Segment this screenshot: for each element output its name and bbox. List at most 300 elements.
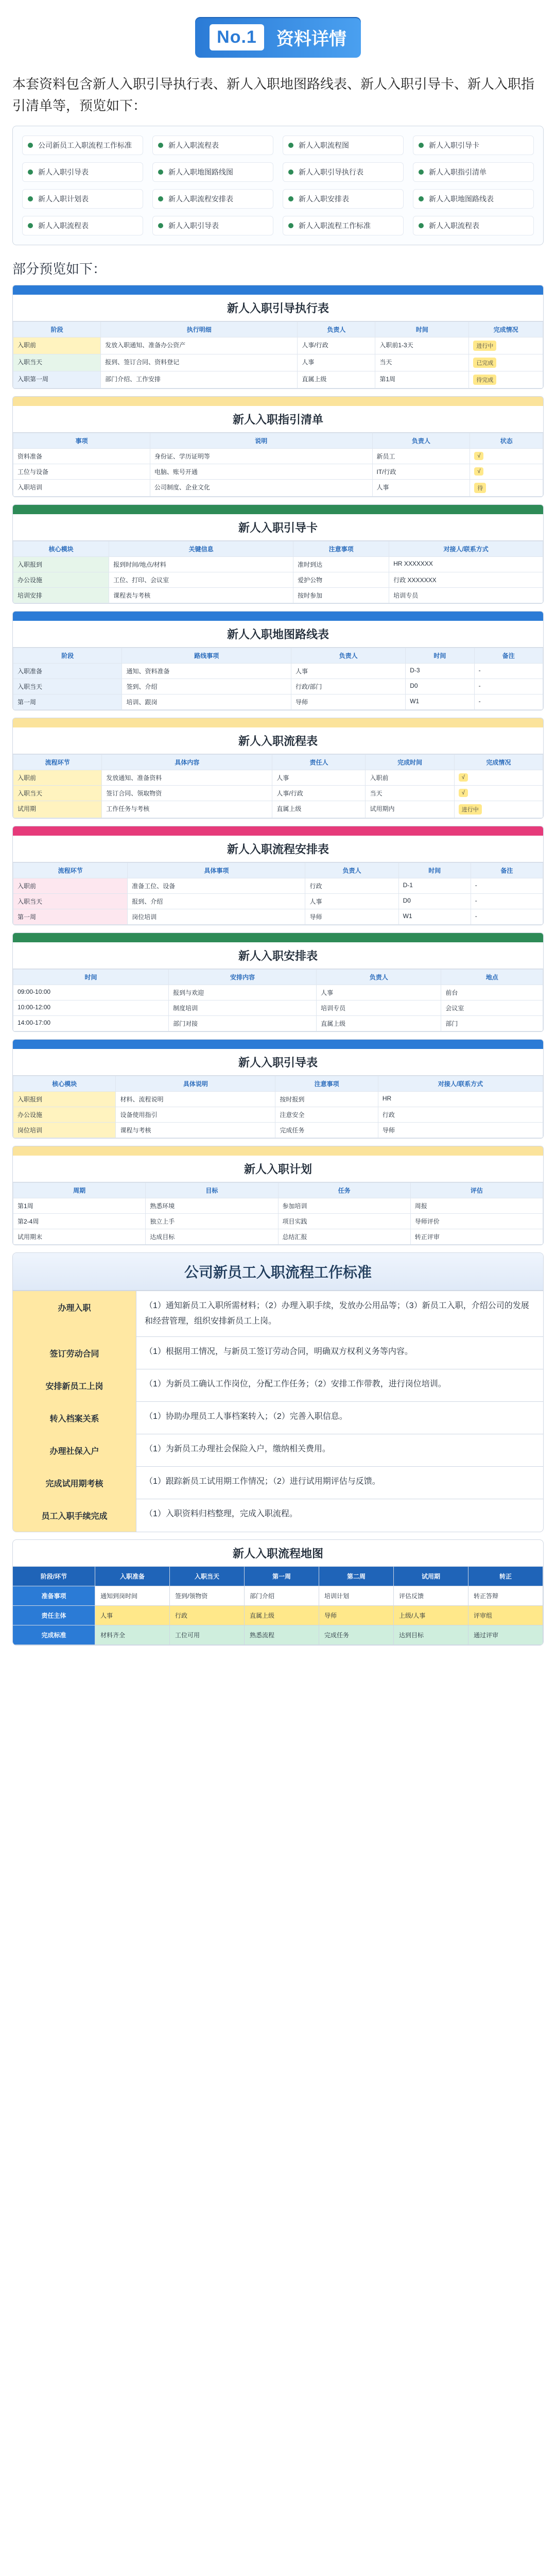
schedule-table xyxy=(13,969,543,1031)
td: 入职培训 xyxy=(13,480,150,497)
map-cell: 评审组 xyxy=(468,1606,543,1625)
panel-title: 新人入职指引清单 xyxy=(13,406,543,433)
doc-text: （1）通知新员工入职所需材料；（2）办理入职手续，发放办公用品等；（3）新员工入职，介绍公司的发展和经营管理，组织安排新员工上岗。 xyxy=(136,1291,543,1337)
map-panel xyxy=(12,1539,544,1646)
panel-ribbon xyxy=(13,505,543,514)
panel-execution-table xyxy=(12,285,544,389)
td: W1 xyxy=(406,694,474,710)
map-cell: 部门介绍 xyxy=(245,1586,319,1606)
map-stage: 责任主体 xyxy=(13,1606,95,1625)
doc-text: （1）为新员工办理社会保险入户，缴纳相关费用。 xyxy=(136,1434,543,1467)
th: 关键信息 xyxy=(109,541,293,557)
td xyxy=(469,371,543,388)
map-cell: 完成任务 xyxy=(319,1625,394,1645)
td: 部门介绍、工作安排 xyxy=(101,371,298,388)
th: 负责人 xyxy=(305,863,398,878)
panel-guide-table xyxy=(12,1039,544,1139)
th: 完成时间 xyxy=(366,755,454,770)
td: 通知、资料准备 xyxy=(122,664,291,679)
feature-grid xyxy=(12,126,544,245)
banner-title: 资料详情 xyxy=(276,29,346,49)
map-cell: 熟悉流程 xyxy=(245,1625,319,1645)
badge: 待 xyxy=(474,483,486,493)
feature-item xyxy=(152,216,273,235)
td: 导师 xyxy=(291,694,405,710)
td: 培训、跟岗 xyxy=(122,694,291,710)
td: 工位与设备 xyxy=(13,464,150,480)
map-cell: 行政 xyxy=(170,1606,245,1625)
td: 培训专员 xyxy=(317,1001,441,1016)
green-dot-icon xyxy=(419,170,424,175)
map-cell: 签到/领物资 xyxy=(170,1586,245,1606)
route-table xyxy=(13,648,543,710)
td: 参加培训 xyxy=(278,1198,410,1214)
map-cell: 工位可用 xyxy=(170,1625,245,1645)
td: 人事 xyxy=(298,354,375,371)
th: 具体事项 xyxy=(128,863,305,878)
th: 负责人 xyxy=(372,433,470,449)
td: 入职当天 xyxy=(13,354,101,371)
th: 时间 xyxy=(406,648,474,664)
th: 备注 xyxy=(471,863,543,878)
panel-arrangement xyxy=(12,826,544,925)
td: 材料、流程说明 xyxy=(116,1092,275,1107)
arrangement-table xyxy=(13,862,543,925)
panel-title: 新人入职流程表 xyxy=(13,727,543,754)
td: 行政 xyxy=(305,878,398,894)
td: 办公设施 xyxy=(13,1107,116,1123)
td: 14:00-17:00 xyxy=(13,1016,169,1031)
td: 人事 xyxy=(291,664,405,679)
feature-label: 新人入职流程表 xyxy=(429,222,479,230)
td: 工位、打印、会议室 xyxy=(109,572,293,588)
td: 总结汇报 xyxy=(278,1229,410,1245)
feature-item xyxy=(413,162,534,182)
doc-label: 完成试用期考核 xyxy=(13,1467,136,1499)
map-header: 入职当天 xyxy=(170,1567,245,1586)
map-cell: 评估反馈 xyxy=(394,1586,468,1606)
green-dot-icon xyxy=(288,170,293,175)
td: 入职当天 xyxy=(13,679,122,694)
td: 行政 XXXXXXX xyxy=(389,572,543,588)
th: 完成情况 xyxy=(454,755,543,770)
doc-text: （1）入职资料归档整理，完成入职流程。 xyxy=(145,1510,298,1518)
td: 入职前 xyxy=(13,770,102,786)
badge: √ xyxy=(474,467,483,476)
th: 地点 xyxy=(441,970,543,985)
th: 安排内容 xyxy=(169,970,317,985)
green-dot-icon xyxy=(28,223,33,228)
td: 报到与欢迎 xyxy=(169,985,317,1001)
panel-title: 新人入职安排表 xyxy=(13,942,543,969)
td xyxy=(470,449,543,464)
td: 入职报到 xyxy=(13,557,109,572)
td: 试用期末 xyxy=(13,1229,146,1245)
th: 事项 xyxy=(13,433,150,449)
td: 入职前 xyxy=(13,337,101,354)
panel-title: 新人入职引导表 xyxy=(13,1049,543,1076)
map-stage: 完成标准 xyxy=(13,1625,95,1645)
map-cell: 上级/人事 xyxy=(394,1606,468,1625)
td: 达成目标 xyxy=(146,1229,278,1245)
badge: 进行中 xyxy=(473,341,496,351)
feature-item xyxy=(413,135,534,155)
td: 入职前 xyxy=(366,770,454,786)
feature-label: 新人入职引导表 xyxy=(38,168,89,176)
badge: √ xyxy=(459,789,468,797)
badge: √ xyxy=(459,773,468,782)
green-dot-icon xyxy=(158,223,163,228)
feature-item xyxy=(22,216,143,235)
th: 对接人/联系方式 xyxy=(378,1076,543,1092)
td: 工作任务与考核 xyxy=(102,801,272,818)
th: 具体说明 xyxy=(116,1076,275,1092)
map-stage: 准备事项 xyxy=(13,1586,95,1606)
panel-ribbon xyxy=(13,1146,543,1156)
map-cell: 培训计划 xyxy=(319,1586,394,1606)
td: - xyxy=(471,894,543,909)
td: 转正评审 xyxy=(410,1229,543,1245)
td: 当天 xyxy=(375,354,469,371)
td: 行政/部门 xyxy=(291,679,405,694)
td: 独立上手 xyxy=(146,1214,278,1229)
th: 备注 xyxy=(474,648,543,664)
td: 部门对接 xyxy=(169,1016,317,1031)
map-cell: 转正答辩 xyxy=(468,1586,543,1606)
td: 报到时间/地点/材料 xyxy=(109,557,293,572)
th: 完成情况 xyxy=(469,322,543,337)
td: 制度培训 xyxy=(169,1001,317,1016)
doc-label: 办理入职 xyxy=(13,1291,136,1337)
process-table xyxy=(13,754,543,818)
td xyxy=(469,354,543,371)
td xyxy=(470,464,543,480)
doc-text: （1）跟踪新员工试用期工作情况；（2）进行试用期评估与反馈。 xyxy=(136,1467,543,1499)
td: 报到、签订合同、资料登记 xyxy=(101,354,298,371)
green-dot-icon xyxy=(158,196,163,201)
th: 时间 xyxy=(375,322,469,337)
panel-ribbon xyxy=(13,826,543,836)
map-cell: 通知到岗时间 xyxy=(95,1586,170,1606)
td: 10:00-12:00 xyxy=(13,1001,169,1016)
feature-label: 新人入职流程安排表 xyxy=(168,195,233,203)
badge: 已完成 xyxy=(473,358,496,368)
badge: 进行中 xyxy=(459,804,482,815)
td: 按时报到 xyxy=(275,1092,378,1107)
td: 发放入职通知、准备办公资产 xyxy=(101,337,298,354)
th: 流程环节 xyxy=(13,755,102,770)
th: 流程环节 xyxy=(13,863,128,878)
map-grid xyxy=(13,1567,543,1645)
feature-label: 新人入职流程工作标准 xyxy=(299,222,371,230)
td: 导师 xyxy=(305,909,398,925)
feature-label: 新人入职计划表 xyxy=(38,195,89,203)
map-header: 试用期 xyxy=(394,1567,468,1586)
map-cell: 导师 xyxy=(319,1606,394,1625)
td: 入职当天 xyxy=(13,786,102,801)
execution-table xyxy=(13,321,543,388)
td: 身份证、学历证明等 xyxy=(150,449,372,464)
banner xyxy=(0,12,556,62)
td: 注意安全 xyxy=(275,1107,378,1123)
td: 人事/行政 xyxy=(272,786,366,801)
green-dot-icon xyxy=(158,143,163,148)
banner-pill xyxy=(195,17,361,58)
green-dot-icon xyxy=(28,143,33,148)
panel-guide-card xyxy=(12,504,544,604)
panel-title: 新人入职引导执行表 xyxy=(13,295,543,321)
td: 按时参加 xyxy=(293,588,389,603)
td: 第2-4周 xyxy=(13,1214,146,1229)
td: 完成任务 xyxy=(275,1123,378,1138)
td: HR xyxy=(378,1092,543,1107)
td: IT/行政 xyxy=(372,464,470,480)
map-cell: 直属上级 xyxy=(245,1606,319,1625)
feature-label: 新人入职流程表 xyxy=(168,141,219,149)
doc-label: 安排新员工上岗 xyxy=(13,1369,136,1402)
th: 任务 xyxy=(278,1183,410,1198)
td xyxy=(469,337,543,354)
td: 试用期内 xyxy=(366,801,454,818)
td: 课程表与考核 xyxy=(109,588,293,603)
th: 目标 xyxy=(146,1183,278,1198)
td: 直属上级 xyxy=(272,801,366,818)
th: 核心模块 xyxy=(13,541,109,557)
td: W1 xyxy=(398,909,471,925)
panel-route-table xyxy=(12,611,544,710)
td: 第一周 xyxy=(13,909,128,925)
panel-ribbon xyxy=(13,612,543,621)
td: 第1周 xyxy=(13,1198,146,1214)
panel-ribbon xyxy=(13,397,543,406)
bottom-spacer xyxy=(0,1653,556,1665)
th: 说明 xyxy=(150,433,372,449)
td: 公司制度、企业文化 xyxy=(150,480,372,497)
feature-item xyxy=(152,162,273,182)
map-header: 第一周 xyxy=(245,1567,319,1586)
td xyxy=(454,770,543,786)
section-title: 部分预览如下： xyxy=(12,261,107,277)
td xyxy=(470,480,543,497)
th: 阶段 xyxy=(13,322,101,337)
panel-process-table xyxy=(12,718,544,819)
td: 签到、介绍 xyxy=(122,679,291,694)
td xyxy=(454,786,543,801)
td: 培训安排 xyxy=(13,588,109,603)
feature-item xyxy=(22,189,143,209)
td: 09:00-10:00 xyxy=(13,985,169,1001)
panel-title: 新人入职计划 xyxy=(13,1156,543,1182)
td: 入职当天 xyxy=(13,894,128,909)
td: 资料准备 xyxy=(13,449,150,464)
green-dot-icon xyxy=(288,196,293,201)
intro-text: 本套资料包含新人入职引导执行表、新人入职地图路线表、新人入职引导卡、新人入职指引清单等，预览如下： xyxy=(12,76,535,113)
panel-title: 新人入职引导卡 xyxy=(13,514,543,541)
td: 发放通知、准备资料 xyxy=(102,770,272,786)
td: 入职前1-3天 xyxy=(375,337,469,354)
feature-label: 新人入职指引清单 xyxy=(429,168,486,176)
td: 准时到达 xyxy=(293,557,389,572)
th: 对接人/联系方式 xyxy=(389,541,543,557)
td: 设备使用指引 xyxy=(116,1107,275,1123)
doc-label: 签订劳动合同 xyxy=(13,1337,136,1369)
doc-text: （1）协助办理员工人事档案转入；（2）完善入职信息。 xyxy=(136,1402,543,1434)
td: 当天 xyxy=(366,786,454,801)
green-dot-icon xyxy=(419,196,424,201)
doc-grid xyxy=(13,1291,543,1532)
th: 负责人 xyxy=(317,970,441,985)
map-cell: 通过评审 xyxy=(468,1625,543,1645)
td: 入职前 xyxy=(13,878,128,894)
th: 核心模块 xyxy=(13,1076,116,1092)
td: 直属上级 xyxy=(317,1016,441,1031)
td: 导师评价 xyxy=(410,1214,543,1229)
td xyxy=(454,801,543,818)
feature-label: 新人入职流程表 xyxy=(38,222,89,230)
feature-label: 新人入职引导执行表 xyxy=(299,168,363,176)
td: 人事 xyxy=(272,770,366,786)
td: 新员工 xyxy=(372,449,470,464)
td: - xyxy=(474,664,543,679)
panel-title: 新人入职地图路线表 xyxy=(13,621,543,648)
doc-text: （1）为新员工确认工作岗位，分配工作任务；（2）安排工作带教，进行岗位培训。 xyxy=(136,1369,543,1402)
th: 负责人 xyxy=(298,322,375,337)
td: 人事 xyxy=(372,480,470,497)
green-dot-icon xyxy=(288,223,293,228)
th: 评估 xyxy=(410,1183,543,1198)
td: 会议室 xyxy=(441,1001,543,1016)
th: 具体内容 xyxy=(102,755,272,770)
td: 周报 xyxy=(410,1198,543,1214)
guide-card-table xyxy=(13,541,543,603)
td: 入职报到 xyxy=(13,1092,116,1107)
th: 时间 xyxy=(398,863,471,878)
feature-label: 新人入职安排表 xyxy=(299,195,349,203)
feature-label: 公司新员工入职流程工作标准 xyxy=(38,141,132,149)
green-dot-icon xyxy=(419,143,424,148)
doc-label: 办理社保入户 xyxy=(13,1434,136,1467)
green-dot-icon xyxy=(288,143,293,148)
td: 报到、介绍 xyxy=(128,894,305,909)
td: - xyxy=(474,679,543,694)
map-header: 第二周 xyxy=(319,1567,394,1586)
td: D-1 xyxy=(398,878,471,894)
panel-ribbon xyxy=(13,718,543,727)
panel-ribbon xyxy=(13,1040,543,1049)
banner-number: No.1 xyxy=(210,24,264,50)
map-header: 转正 xyxy=(468,1567,543,1586)
feature-item xyxy=(152,189,273,209)
map-cell: 达到目标 xyxy=(394,1625,468,1645)
feature-item xyxy=(283,216,404,235)
th: 执行明细 xyxy=(101,322,298,337)
green-dot-icon xyxy=(28,170,33,175)
td: 准备工位、设备 xyxy=(128,878,305,894)
feature-item xyxy=(283,135,404,155)
th: 负责人 xyxy=(291,648,405,664)
green-dot-icon xyxy=(419,223,424,228)
doc-label: 员工入职手续完成 xyxy=(13,1499,136,1532)
panel-checklist xyxy=(12,396,544,497)
td: 爱护公物 xyxy=(293,572,389,588)
badge: √ xyxy=(474,452,483,460)
th: 注意事项 xyxy=(275,1076,378,1092)
td: 人事/行政 xyxy=(298,337,375,354)
td: 人事 xyxy=(305,894,398,909)
feature-item xyxy=(413,216,534,235)
td: 办公设施 xyxy=(13,572,109,588)
th: 时间 xyxy=(13,970,169,985)
panel-ribbon xyxy=(13,285,543,295)
map-cell: 材料齐全 xyxy=(95,1625,170,1645)
th: 阶段 xyxy=(13,648,122,664)
td: 部门 xyxy=(441,1016,543,1031)
th: 状态 xyxy=(470,433,543,449)
map-cell: 人事 xyxy=(95,1606,170,1625)
td: 试用期 xyxy=(13,801,102,818)
doc-label: 转入档案关系 xyxy=(13,1402,136,1434)
td: D0 xyxy=(398,894,471,909)
badge: 待完成 xyxy=(473,375,496,385)
feature-item xyxy=(283,162,404,182)
feature-label: 新人入职地图路线表 xyxy=(429,195,494,203)
feature-item xyxy=(283,189,404,209)
th: 责任人 xyxy=(272,755,366,770)
feature-item xyxy=(152,135,273,155)
td: 行政 xyxy=(378,1107,543,1123)
td: 第1周 xyxy=(375,371,469,388)
td: 直属上级 xyxy=(298,371,375,388)
map-header: 入职准备 xyxy=(95,1567,170,1586)
feature-label: 新人入职流程图 xyxy=(299,141,349,149)
td: 人事 xyxy=(317,985,441,1001)
th: 周期 xyxy=(13,1183,146,1198)
plan-table xyxy=(13,1182,543,1245)
td: 签订合同、领取物资 xyxy=(102,786,272,801)
guide-table xyxy=(13,1076,543,1138)
td: 入职第一周 xyxy=(13,371,101,388)
td: 课程与考核 xyxy=(116,1123,275,1138)
td: 第一周 xyxy=(13,694,122,710)
td: 培训专员 xyxy=(389,588,543,603)
map-header: 阶段/环节 xyxy=(13,1567,95,1586)
panel-title: 新人入职流程安排表 xyxy=(13,836,543,862)
doc-title: 公司新员工入职流程工作标准 xyxy=(13,1253,543,1291)
td: 前台 xyxy=(441,985,543,1001)
td: HR XXXXXXX xyxy=(389,557,543,572)
td: - xyxy=(474,694,543,710)
td: D0 xyxy=(406,679,474,694)
td: 入职准备 xyxy=(13,664,122,679)
feature-label: 新人入职地图路线图 xyxy=(168,168,233,176)
checklist-table xyxy=(13,433,543,497)
td: 导师 xyxy=(378,1123,543,1138)
td: 熟悉环境 xyxy=(146,1198,278,1214)
feature-label: 新人入职引导卡 xyxy=(429,141,479,149)
td: 电脑、账号开通 xyxy=(150,464,372,480)
panel-ribbon xyxy=(13,933,543,942)
panel-schedule xyxy=(12,933,544,1032)
doc-text: （1）根据用工情况，与新员工签订劳动合同，明确双方权利义务等内容。 xyxy=(136,1337,543,1369)
td: 岗位培训 xyxy=(13,1123,116,1138)
td: 岗位培训 xyxy=(128,909,305,925)
feature-label: 新人入职引导表 xyxy=(168,222,219,230)
panel-plan xyxy=(12,1146,544,1245)
th: 注意事项 xyxy=(293,541,389,557)
th: 路线事项 xyxy=(122,648,291,664)
td: - xyxy=(471,909,543,925)
green-dot-icon xyxy=(28,196,33,201)
